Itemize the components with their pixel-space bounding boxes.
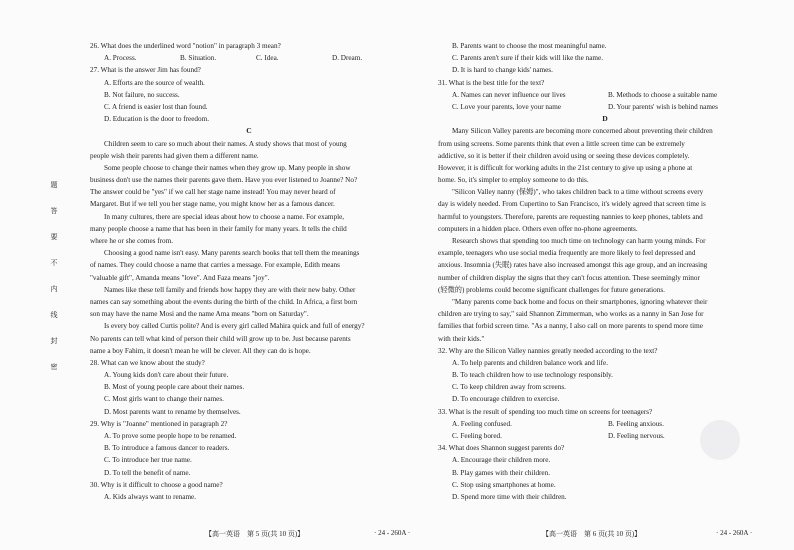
passage-line: of names. They could choose a name that carries a message. For example, Edith means [90, 261, 340, 270]
option: B. Not failure, no success. [104, 90, 180, 99]
passage-line: Research shows that spending too much time on technology can harm young minds. For [452, 237, 706, 245]
option: C. Stop using smartphones at home. [452, 480, 556, 489]
option: A. Young kids don't care about their future. [104, 371, 229, 380]
footer-code-right: · 24 - 260A · [716, 529, 753, 537]
passage-line: children are trying to say," said Shannon Zimmerman, who works as a nanny in San Jose for [438, 310, 704, 319]
passage-line: computers in a hidden place. Others even offer no-phone agreements. [438, 224, 638, 233]
column-divider [421, 40, 422, 520]
margin-char: 内 [50, 285, 58, 293]
passage-line: people wish their parents had given them a different name. [90, 151, 259, 160]
footer-page-label-right: 【高一英语 第 6 页(共 10 页)】 [542, 530, 642, 538]
margin-char: 要 [50, 233, 58, 241]
margin-char: 封 [50, 337, 58, 345]
passage-line: "valuable gift", Amanda means "love". And Faza means "joy". [90, 273, 270, 282]
question-28: 28. What can we know about the study? [90, 358, 205, 367]
seal-line-margin [46, 180, 62, 380]
option: A. Feeling confused. [452, 419, 512, 428]
passage-line: Margaret. But if we tell you her stage name, you might know her as a famous dancer. [90, 200, 335, 209]
option: B. Play games with their children. [452, 468, 551, 477]
option: C. To introduce her true name. [104, 456, 192, 465]
option: A. Encourage their children more. [452, 456, 551, 465]
question-31-options-row [438, 101, 772, 113]
passage-line: name a boy Fahim, it doesn't mean he will be clever. All they can do is hope. [90, 346, 311, 355]
passage-line: many people choose a name that has been in their family for many years. It tells the child [90, 224, 347, 233]
passage-line: with their kids." [438, 334, 485, 343]
passage-line: harmful to youngsters. Therefore, parents are requesting nannies to keep phones, tablets and [438, 212, 703, 221]
option: C. Love your parents, love your name [452, 102, 561, 111]
option: D. It is hard to change kids' names. [452, 66, 553, 75]
passage-line: Some people choose to change their names when they grow up. Many people in show [104, 163, 351, 172]
passage-line: number of children display the signs that they can't focus attention. These seemingly minor [438, 273, 700, 282]
margin-char: 题 [50, 181, 58, 189]
option: B. Methods to choose a suitable name [608, 90, 718, 99]
margin-char: 密 [50, 363, 58, 371]
option: B. Feeling anxious. [608, 419, 664, 428]
passage-line: Names like these tell family and friends how happy they are with their new baby. Other [104, 285, 356, 294]
option: C. Idea. [256, 54, 279, 63]
margin-char: 线 [50, 311, 58, 319]
passage-line: names can say something about the events during the birth of the child. In Africa, a first born [90, 297, 358, 306]
option: B. Situation. [180, 54, 217, 63]
option: C. Most girls want to change their names. [104, 395, 224, 404]
option: D. Most parents want to rename by themselves. [104, 407, 241, 416]
question-30: 30. Why is it difficult to choose a good name? [90, 480, 223, 489]
option: D. Education is the door to freedom. [104, 115, 209, 124]
option: A. Names can never influence our lives [452, 90, 566, 99]
passage-line: Choosing a good name isn't easy. Many parents search books that tell them the meanings [104, 249, 360, 258]
option: A. Efforts are the source of wealth. [104, 78, 205, 87]
option: B. To teach children how to use technology responsibly. [452, 371, 613, 380]
left-column [90, 40, 408, 503]
footer-code-left: · 24 - 260A · [374, 529, 411, 537]
passage-line: "Many parents come back home and focus on their smartphones, ignoring whatever their [452, 297, 708, 306]
option: C. Feeling bored. [452, 432, 502, 440]
passage-line: Is every boy called Curtis polite? And is every girl called Mahira quick and full of energy? [104, 322, 365, 331]
passage-line: However, it is difficult for working adults in the 21st century to give up using a phone at [438, 163, 693, 172]
passage-line: In many cultures, there are special ideas about how to choose a name. For example, [104, 212, 345, 221]
question-26-options [90, 52, 408, 64]
option: A. Process. [104, 54, 137, 63]
option: C. A friend is easier lost than found. [104, 102, 208, 111]
passage-line: where he or she comes from. [90, 237, 174, 245]
passage-line: No parents can tell what kind of person their child will grow up to be. Just because parents [90, 334, 351, 343]
margin-char: 不 [50, 259, 58, 267]
passage-line: home. So, it's simpler to employ someone to do this. [438, 176, 589, 185]
passage-line: (轻微的) problems could become significant challenges for future generations. [438, 285, 665, 294]
question-31-options-row [438, 89, 772, 101]
passage-line: from using screens. Some parents think that even a little screen time can be extremely [438, 139, 685, 148]
passage-line: "Silicon Valley nanny (保姆)", who takes children back to a time without screens every [452, 188, 704, 197]
passage-line: business don't use the names their parents gave them. Have you ever listened to Joanne? No? [90, 176, 358, 185]
option: D. To encourage children to exercise. [452, 395, 560, 404]
passage-line: Children seem to care so much about their names. A study shows that most of young [104, 139, 347, 148]
passage-line: example, teenagers who use social media frequently are more likely to feel depressed and [438, 249, 696, 258]
option: A. To help parents and children balance work and life. [452, 358, 609, 367]
option: C. To keep children away from screens. [452, 383, 566, 392]
question-26: 26. What does the underlined word "notion" in paragraph 3 mean? [90, 42, 281, 50]
option: B. Most of young people care about their names. [104, 383, 245, 392]
footer-page-label-left: 【高一英语 第 5 页(共 10 页)】 [205, 530, 305, 538]
option: A. Kids always want to rename. [104, 492, 197, 501]
option: D. Spend more time with their children. [452, 492, 567, 501]
question-32: 32. Why are the Silicon Valley nannies greatly needed according to the text? [438, 346, 658, 355]
question-29: 29. Why is "Joanne" mentioned in paragraph 2? [90, 419, 228, 428]
section-heading-d: D [602, 114, 608, 124]
option: D. Your parents' wish is behind names [608, 102, 718, 111]
passage-line: families that forbid screen time. "As a nanny, I also call on more parents to spend more time [438, 322, 703, 331]
watermark-stamp [700, 420, 740, 460]
question-31: 31. What is the best title for the text? [438, 78, 545, 87]
section-heading-c: C [246, 126, 252, 136]
option: C. Parents aren't sure if their kids will like the name. [452, 54, 603, 63]
passage-line: anxious. Insomnia (失眠) rates have also increased amongst this age group, and an increasing [438, 261, 708, 270]
passage-line: day is widely needed. From Cupertino to San Francisco, it's widely agreed that screen time is [438, 200, 706, 209]
question-27: 27. What is the answer Jim has found? [90, 66, 201, 75]
margin-char: 答 [50, 207, 58, 215]
passage-line: son may have the name Mosi and the name Ama means "born on Saturday". [90, 310, 309, 319]
question-34: 34. What does Shannon suggest parents do? [438, 444, 565, 453]
option: B. Parents want to choose the most meaningful name. [452, 42, 607, 50]
option: D. Dream. [332, 54, 363, 63]
option: A. To prove some people hope to be renamed. [104, 432, 237, 440]
option: D. To tell the benefit of name. [104, 468, 191, 477]
option: D. Feeling nervous. [608, 432, 665, 440]
option: B. To introduce a famous dancer to readers. [104, 444, 230, 453]
question-33: 33. What is the result of spending too much time on screens for teenagers? [438, 407, 653, 416]
passage-line: addictive, so it is better if their children avoid using or seeing these devices completely. [438, 151, 690, 160]
passage-line: Many Silicon Valley parents are becoming more concerned about preventing their children [452, 127, 713, 136]
passage-line: The answer could be "yes" if we call her stage name instead! You may never heard of [90, 188, 336, 197]
